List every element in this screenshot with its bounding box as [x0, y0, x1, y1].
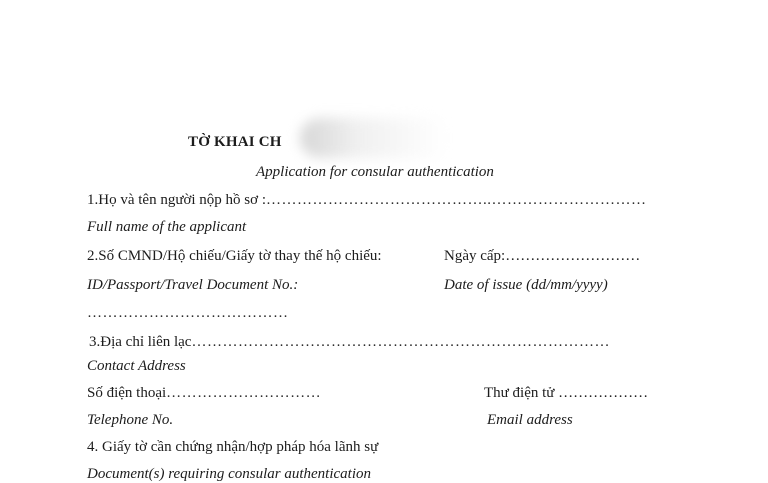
field-2-label: 2.Số CMND/Hộ chiếu/Giấy tờ thay thế hộ chiếu: — [87, 248, 382, 264]
field-1-label-text: 1.Họ và tên người nộp hồ sơ : — [87, 192, 266, 208]
phone-label-text: Số điện thoại — [87, 385, 167, 401]
email-label: Thư điện tử ……………… — [484, 385, 649, 401]
field-1-english: Full name of the applicant — [87, 219, 247, 235]
field-2-date-label: Ngày cấp:……………………… — [444, 248, 641, 264]
field-1-label — [87, 191, 646, 209]
email-english: Email address — [487, 412, 573, 428]
field-4-english: Document(s) requiring consular authentication — [87, 466, 371, 482]
blurred-region — [300, 118, 450, 158]
field-2-english: ID/Passport/Travel Document No.: — [87, 277, 299, 293]
field-3-english: Contact Address — [87, 358, 186, 374]
field-3-label — [89, 333, 610, 351]
phone-label — [87, 384, 321, 402]
form-title: TỜ KHAI CH — [188, 134, 282, 150]
field-2-date-english: Date of issue (dd/mm/yyyy) — [444, 277, 608, 293]
field-1-dots: ……………………………………..………………………… — [265, 192, 647, 208]
phone-english: Telephone No. — [87, 412, 174, 428]
field-3-dots: ……………………………………………………………………… — [191, 334, 610, 350]
field-2-dots: ………………………………… — [87, 305, 289, 321]
form-subtitle: Application for consular authentication — [256, 164, 494, 180]
field-3-label-text: 3.Địa chỉ liên lạc — [89, 334, 192, 350]
phone-dots: ………………………… — [166, 385, 322, 401]
field-4-label: 4. Giấy tờ cần chứng nhận/hợp pháp hóa lãnh sự — [87, 439, 379, 455]
